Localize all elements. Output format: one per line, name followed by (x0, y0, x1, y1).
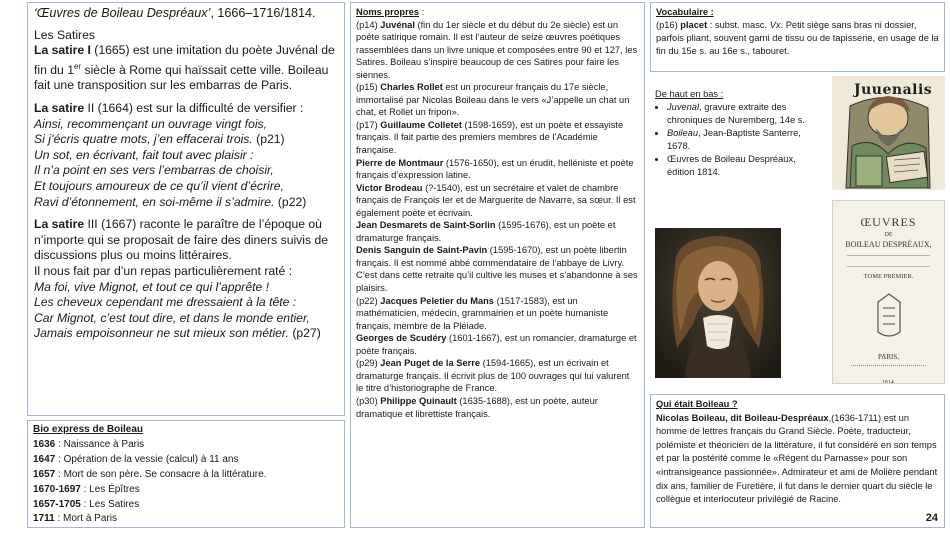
satire-3-text: III (1667) raconte le paraître de l’époque où n’importe qui se proposait de faire des diners suivis de discussions plus ou moins littéraires. (34, 217, 329, 263)
proper-names-list (356, 19, 639, 421)
book-small-print (847, 255, 930, 267)
proper-name-entry (356, 19, 639, 82)
who-was-boileau-panel (650, 394, 945, 528)
vocab-page-ref: (p16) (656, 20, 681, 30)
book-title-line: BOILEAU DESPRÉAUX, (845, 240, 932, 249)
entry-description: est un procureur français du 17e siècle, immortalisé par Nicolas Boileau dans le vers «J’appelle un chat un chat, et Rollet un fripon». (356, 82, 630, 118)
book-place: PARIS, (878, 353, 899, 361)
entry-page-ref: (p15) (356, 82, 381, 93)
proper-name-entry (356, 182, 639, 220)
caption-text: , Jean-Baptiste Santerre, 1678. (667, 128, 801, 151)
proper-name-entry (356, 244, 639, 294)
bio-year: 1711 (33, 513, 55, 525)
caption-italic: Juvenal (667, 102, 700, 112)
entry-page-ref: (p30) (356, 395, 381, 406)
proper-names-panel (350, 2, 645, 528)
boileau-portrait-image (655, 228, 781, 378)
verse-line: Car Mignot, c’est tout dire, et dans le monde entier, (34, 310, 310, 325)
entry-person-name: Pierre de Montmaur (356, 157, 444, 168)
proper-name-entry (356, 219, 639, 244)
verse-line: Jamais empoisonneur ne sut mieux son métier. (34, 326, 289, 341)
caption-italic: Boileau (667, 128, 699, 138)
book-year: 1814. (881, 380, 896, 384)
work-title-dates: , 1666–1716/1814. (210, 6, 316, 20)
proper-name-entry (356, 332, 639, 357)
boileau-full-name: Nicolas Boileau, dit Boileau-Despréaux (656, 412, 829, 423)
proper-name-entry (356, 295, 639, 333)
satires-panel (27, 2, 345, 416)
juvenal-caption-lettering: Juuenalis (854, 82, 933, 98)
verse-line: Les cheveux cependant me dressaient à la tête : (34, 295, 297, 310)
caption-item (667, 153, 825, 179)
book-title-line: DE (884, 232, 893, 238)
boileau-portrait-drawing (655, 228, 781, 378)
satire-2-label: La satire (34, 101, 85, 116)
entry-page-ref: (p22) (356, 295, 381, 306)
page-number: 24 (925, 512, 938, 524)
bio-item (33, 438, 339, 453)
vocabulary-entry (656, 19, 939, 58)
vocabulary-panel (650, 2, 945, 72)
verse-line: Et toujours amoureux de ce qu’il vient d’écrire, (34, 179, 284, 193)
bio-panel (27, 420, 345, 528)
satire-2-text: II (1664) est sur la difficulté de versifier : (84, 101, 304, 116)
vocab-word: placet (680, 20, 708, 30)
entry-page-ref: (p29) (356, 358, 381, 369)
page-ref: (p21) (252, 132, 285, 147)
entry-page-ref: (p14) (356, 19, 381, 30)
caption-text: Œuvres de Boileau Despréaux, édition 1814. (667, 154, 796, 177)
bio-item (33, 512, 339, 527)
image-captions-heading: De haut en bas : (655, 89, 724, 99)
entry-person-name: Georges de Scudéry (356, 333, 447, 344)
boileau-description: ,(1636-1711) est un homme de lettres français du Grand Siècle. Poète, traducteur, polémiste et théoricien de la littérature, il fut considéré en son temps et par la postérité comme le «Régent du Parnasse» pour son «intransigeance passionnée». Admirateur et ami de Molière pendant dix ans, familier de Furetière, il fut dans le dernier quart du siècle le collègue et interlocuteur privilégié de Racine. (656, 412, 938, 505)
entry-description: (1594-1665), est un écrivain et dramaturge français. Il écrivit plus de 100 ouvrages qui lui valurent le titre d’historiographe de France. (356, 358, 630, 394)
bio-text: : Opération de la vessie (calcul) à 11 ans (55, 453, 239, 465)
verse-line: Ainsi, recommençant un ouvrage vingt fois, (34, 116, 268, 131)
satires-heading: Les Satires (34, 27, 95, 42)
work-title-italic: ‘Œuvres de Boileau Despréaux’ (34, 6, 211, 20)
book-title-line: TOME PREMIER. (863, 273, 914, 280)
bio-year: 1657-1705 (33, 498, 81, 510)
bio-item (33, 498, 339, 513)
entry-description: (1598-1659), est un poète et essayiste français. Il fait partie des premiers membres de l’Académie française. (356, 119, 624, 156)
proper-names-colon: : (419, 7, 425, 17)
satire-1-sup: er (73, 61, 82, 71)
bio-item (33, 468, 339, 483)
satire-1-label: La satire I (34, 43, 91, 58)
bio-heading: Bio express de Boileau (33, 424, 144, 435)
bio-year: 1636 (33, 438, 56, 450)
bio-year: 1657 (33, 468, 56, 480)
vocab-def: : subst. masc. (707, 20, 770, 30)
proper-names-heading (356, 6, 639, 19)
vocabulary-heading: Vocabulaire : (656, 7, 714, 17)
entry-person-name: Victor Brodeau (356, 182, 423, 193)
entry-person-name: Guillaume Colletet (380, 119, 462, 130)
bio-text: : Les Satires (80, 498, 140, 510)
entry-description: (1517-1583), est un mathématicien, médecin, grammairien et un poète humaniste français, membre de la Pléiade. (356, 295, 609, 331)
bio-year: 1670-1697 (33, 483, 81, 495)
work-title (34, 6, 338, 22)
vocab-def-rest: . Petit siège sans bras ni dossier, parfois pliant, souvent garni de tissu ou de tapisserie, en usage de la fin du 15e s. au 16e s., tabouret. (656, 20, 939, 56)
satire-2 (34, 101, 338, 210)
proper-name-entry (356, 119, 639, 157)
bio-year: 1647 (33, 453, 56, 465)
bio-text: : Les Épîtres (80, 483, 140, 495)
verse-line: Si j’écris quatre mots, j’en effacerai trois. (34, 132, 253, 147)
who-was-boileau-text (656, 412, 939, 507)
satire-1-text: (1665) est une imitation du poète Juvénal de fin du 1 (34, 43, 335, 77)
entry-description: (1601-1667), est un romancier, dramaturge et poète français. (356, 333, 637, 356)
book-publisher-lines (851, 365, 926, 374)
bio-text: : Mort à Paris (54, 513, 117, 525)
entry-description: (1576-1650), est un érudit, helléniste et poète français d’expression latine. (356, 157, 634, 181)
verse-line-ref (34, 195, 338, 211)
entry-description: (1595-1676), est un poète et dramaturge français. (356, 220, 616, 243)
bio-text: : Mort de son père. Se consacre à la littérature. (55, 468, 267, 480)
juvenal-engraving-image (832, 76, 945, 190)
satire-3-label: La satire (34, 217, 85, 232)
image-captions (655, 88, 825, 179)
entry-person-name: Jacques Peletier du Mans (380, 295, 494, 306)
bio-item (33, 483, 339, 498)
entry-person-name: Denis Sanguin de Saint-Pavin (356, 245, 488, 256)
proper-name-entry (356, 395, 639, 420)
satire-1 (34, 43, 338, 94)
satire-3-text2: Il nous fait par d’un repas particulièrement raté : (34, 263, 293, 278)
entry-description: (1635-1688), est un poète, auteur dramatique et librettiste français. (356, 395, 598, 419)
proper-name-entry (356, 357, 639, 395)
proper-name-entry (356, 81, 639, 119)
proper-name-entry (356, 157, 639, 182)
verse-line: Il n’a point en ses vers l’embarras de choisir, (34, 163, 274, 178)
bio-text: : Naissance à Paris (55, 438, 145, 450)
satire-3 (34, 217, 338, 342)
book-emblem-icon (874, 292, 904, 342)
entry-page-ref: (p17) (356, 119, 381, 130)
verse-line-ref (34, 132, 338, 148)
entry-person-name: Jean Desmarets de Saint-Sorlin (356, 220, 496, 231)
caption-text: , gravure extraite des chroniques de Nuremberg, 14e s. (667, 102, 805, 125)
entry-description: (?-1540), est un secrétaire et valet de chambre français de François Ier et de Marguerite de Navarre, sa sœur. Il est également poète et écrivain. (356, 182, 636, 218)
proper-names-title: Noms propres (356, 7, 420, 17)
image-captions-list (655, 101, 825, 179)
entry-person-name: Charles Rollet (380, 82, 443, 93)
page-ref: (p22) (274, 194, 307, 209)
entry-description: (1595-1670), est un poète libertin français. Il est nommé abbé commendataire de l’abbaye de Livry. C’est dans cette retraite qu’il cultive les muses et s’abandonne à ses plaisirs. (356, 245, 638, 294)
caption-item (667, 101, 825, 127)
verse-line: Ma foi, vive Mignot, et tout ce qui l’apprête ! (34, 279, 270, 294)
satire-1-text2: siècle à Rome qui haïssait cette ville. Boileau fait une transposition sur les embarras de Paris. (34, 62, 329, 93)
book-title-line: ŒUVRES (860, 215, 917, 229)
page-ref: (p27) (288, 326, 321, 341)
entry-description: (fin du 1er siècle et du début du 2e siècle) est un poète satirique romain. Il est l’auteur de seize œuvres poétiques rassemblées dans un livre unique et composées entre 90 et 127, les Satires. Boileau s’inspire beaucoup de ces Satires pour faire les siennes. (356, 19, 638, 80)
entry-person-name: Juvénal (380, 19, 415, 30)
bio-item (33, 453, 339, 468)
entry-person-name: Jean Puget de la Serre (380, 358, 481, 369)
vocab-def-italic: Vx (769, 20, 781, 30)
verse-line-ref (34, 326, 338, 342)
caption-item (667, 127, 825, 153)
entry-person-name: Philippe Quinault (380, 395, 457, 406)
book-title-page-image (832, 200, 945, 384)
verse-line: Un sot, en écrivant, fait tout avec plaisir : (34, 147, 254, 162)
verse-line: Ravi d’étonnement, en soi-même il s’admire. (34, 194, 275, 209)
who-was-boileau-heading: Qui était Boileau ? (656, 399, 738, 409)
